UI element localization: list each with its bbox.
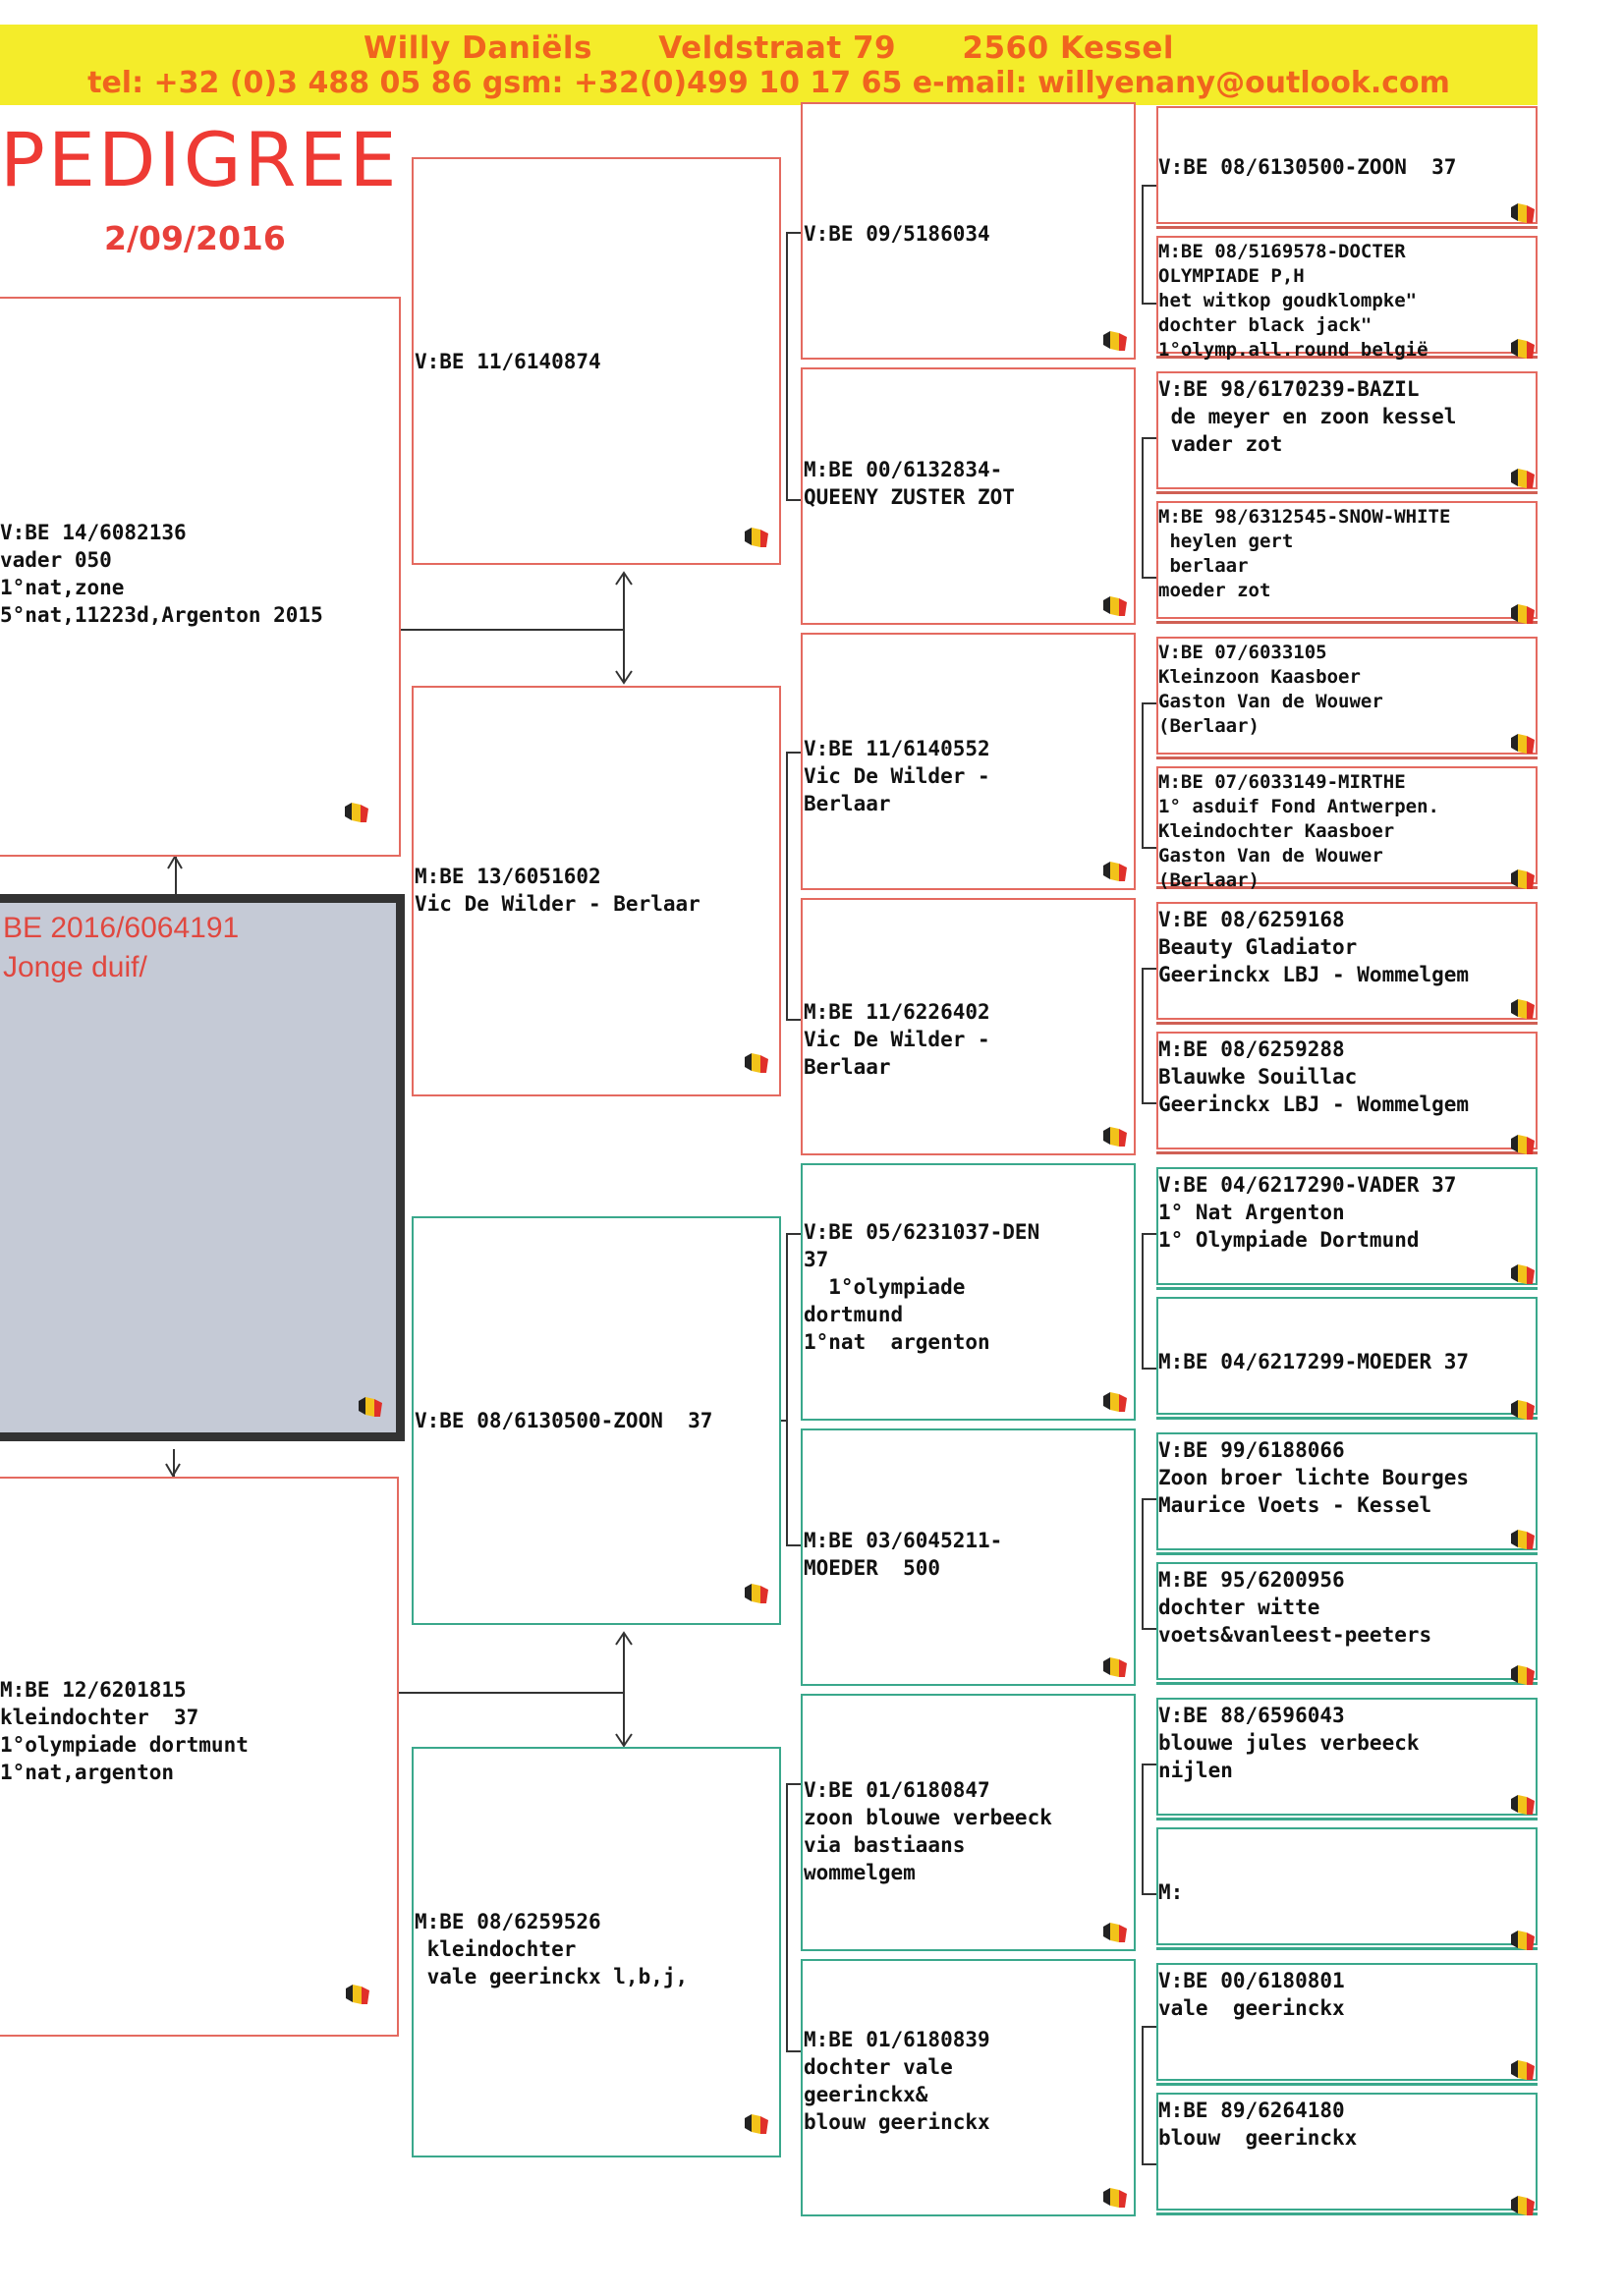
belgium-flag-icon [1508, 337, 1538, 361]
great-great-grandparent-details: M:BE 95/6200956 dochter witte voets&vanleest-peeters [1158, 1568, 1432, 1647]
breeder-name: Willy Daniëls [363, 30, 592, 66]
belgium-flag-icon [742, 1051, 771, 1075]
great-grandparent-details: V:BE 05/6231037-DEN 37 1°olympiade dortmund 1°nat argenton [804, 1220, 1040, 1354]
grandparent-details: M:BE 13/6051602 Vic De Wilder - Berlaar [415, 865, 700, 916]
great-grandparent-details: M:BE 11/6226402 Vic De Wilder - Berlaar [804, 1000, 990, 1079]
grandparent-details: M:BE 08/6259526 kleindochter vale geerinckx l,b,j, [415, 1910, 689, 1988]
belgium-flag-icon [1508, 1133, 1538, 1156]
belgium-flag-icon [1508, 1262, 1538, 1286]
arrow-down-icon [166, 1464, 180, 1476]
belgium-flag-icon [1508, 467, 1538, 490]
card-underline [1156, 2083, 1538, 2086]
breeder-street: Veldstraat 79 [658, 30, 897, 66]
card-underline [1156, 1287, 1538, 1290]
great-grandparent-details: M:BE 00/6132834- QUEENY ZUSTER ZOT [804, 458, 1015, 509]
belgium-flag-icon [1100, 1125, 1130, 1148]
grandparent-details: V:BE 11/6140874 [415, 350, 601, 373]
great-great-grandparent-details: V:BE 98/6170239-BAZIL de meyer en zoon kessel vader zot [1158, 377, 1457, 456]
belgium-flag-icon [1508, 997, 1538, 1021]
card-underline [1156, 1818, 1538, 1820]
belgium-flag-icon [1508, 2194, 1538, 2217]
belgium-flag-icon [1508, 868, 1538, 891]
great-great-grandparent-details: V:BE 07/6033105 Kleinzoon Kaasboer Gaston Van de Wouwer (Berlaar) [1158, 642, 1383, 737]
great-great-grandparent-details: M:BE 89/6264180 blouw geerinckx [1158, 2099, 1358, 2150]
card-underline [1156, 226, 1538, 229]
belgium-flag-icon [1508, 732, 1538, 756]
great-great-grandparent-details: V:BE 08/6259168 Beauty Gladiator Geerinckx LBJ - Wommelgem [1158, 908, 1470, 986]
arrow-up-icon [616, 1633, 632, 1645]
great-great-grandparent-details: M:BE 08/5169578-DOCTER OLYMPIADE P,H het witkop goudklompke" dochter black jack" 1°olymp.all.round belgië [1158, 241, 1428, 361]
belgium-flag-icon [1508, 1929, 1538, 1952]
belgium-flag-icon [1100, 1921, 1130, 1944]
belgium-flag-icon [1100, 594, 1130, 618]
subject-note: Jonge duif/ [3, 951, 147, 983]
great-great-grandparent-details: V:BE 99/6188066 Zoon broer lichte Bourges Maurice Voets - Kessel [1158, 1438, 1470, 1517]
great-grandparent-details: V:BE 09/5186034 [804, 222, 990, 246]
great-great-grandparent-details: M:BE 07/6033149-MIRTHE 1° asduif Fond Antwerpen. Kleindochter Kaasboer Gaston Van de Wouwer (Berlaar) [1158, 771, 1439, 891]
card-underline [1156, 756, 1538, 759]
breeder-city: 2560 Kessel [962, 30, 1175, 66]
card-underline [1156, 1151, 1538, 1154]
card-underline [1156, 1682, 1538, 1685]
great-great-grandparent-details: M:BE 08/6259288 Blauwke Souillac Geerinckx LBJ - Wommelgem [1158, 1037, 1470, 1116]
great-grandparent-details: V:BE 01/6180847 zoon blouwe verbeeck via bastiaans wommelgem [804, 1778, 1052, 1884]
great-great-grandparent-details: V:BE 08/6130500-ZOON 37 [1158, 155, 1457, 179]
great-grandparent-details: M:BE 03/6045211- MOEDER 500 [804, 1529, 1003, 1580]
belgium-flag-icon [1508, 1793, 1538, 1817]
subject-ring: BE 2016/6064191 [3, 912, 240, 944]
belgium-flag-icon [1100, 860, 1130, 883]
great-great-grandparent-details: V:BE 04/6217290-VADER 37 1° Nat Argenton 1° Olympiade Dortmund [1158, 1173, 1457, 1252]
breeder-contact: tel: +32 (0)3 488 05 86 gsm: +32(0)499 10 17 65 e-mail: willyenany@outlook.com [87, 66, 1450, 100]
card-underline [1156, 1417, 1538, 1420]
belgium-flag-icon [1508, 2058, 1538, 2082]
great-great-grandparent-details: M:BE 98/6312545-SNOW-WHITE heylen gert berlaar moeder zot [1158, 506, 1451, 601]
grandparent-details: V:BE 08/6130500-ZOON 37 [415, 1409, 713, 1432]
belgium-flag-icon [1100, 1655, 1130, 1679]
belgium-flag-icon [343, 1983, 372, 2006]
belgium-flag-icon [742, 526, 771, 549]
belgium-flag-icon [356, 1395, 385, 1419]
card-underline [1156, 1022, 1538, 1025]
page-title: PEDIGREE [0, 116, 400, 203]
card-underline [1156, 1552, 1538, 1555]
belgium-flag-icon [1508, 201, 1538, 225]
card-underline [1156, 491, 1538, 494]
belgium-flag-icon [1508, 1398, 1538, 1422]
great-great-grandparent-details: V:BE 88/6596043 blouwe jules verbeeck nijlen [1158, 1704, 1420, 1782]
sire-details: V:BE 14/6082136 vader 050 1°nat,zone 5°nat,11223d,Argenton 2015 [0, 521, 323, 627]
belgium-flag-icon [1508, 1528, 1538, 1551]
pedigree-date: 2/09/2016 [104, 219, 286, 257]
belgium-flag-icon [342, 801, 371, 824]
great-grandparent-details: V:BE 11/6140552 Vic De Wilder - Berlaar [804, 737, 990, 815]
belgium-flag-icon [1100, 1390, 1130, 1414]
card-underline [1156, 621, 1538, 624]
card-underline [1156, 1947, 1538, 1950]
belgium-flag-icon [742, 2112, 771, 2136]
arrow-up-icon [616, 573, 632, 585]
great-great-grandparent-details: V:BE 00/6180801 vale geerinckx [1158, 1969, 1345, 2020]
arrow-down-icon [616, 671, 632, 683]
card-underline [1156, 2212, 1538, 2215]
belgium-flag-icon [1508, 1663, 1538, 1687]
great-great-grandparent-card [1156, 1827, 1538, 1945]
subject-details [3, 909, 239, 987]
dam-details: M:BE 12/6201815 kleindochter 37 1°olympiade dortmunt 1°nat,argenton [0, 1678, 249, 1784]
belgium-flag-icon [742, 1582, 771, 1605]
great-great-grandparent-details: M: [1158, 1880, 1184, 1904]
arrow-down-icon [616, 1734, 632, 1746]
great-great-grandparent-details: M:BE 04/6217299-MOEDER 37 [1158, 1350, 1470, 1373]
belgium-flag-icon [1100, 329, 1130, 353]
arrow-up-icon [168, 857, 182, 868]
belgium-flag-icon [1100, 2186, 1130, 2210]
belgium-flag-icon [1508, 602, 1538, 626]
great-grandparent-details: M:BE 01/6180839 dochter vale geerinckx& blouw geerinckx [804, 2028, 990, 2134]
